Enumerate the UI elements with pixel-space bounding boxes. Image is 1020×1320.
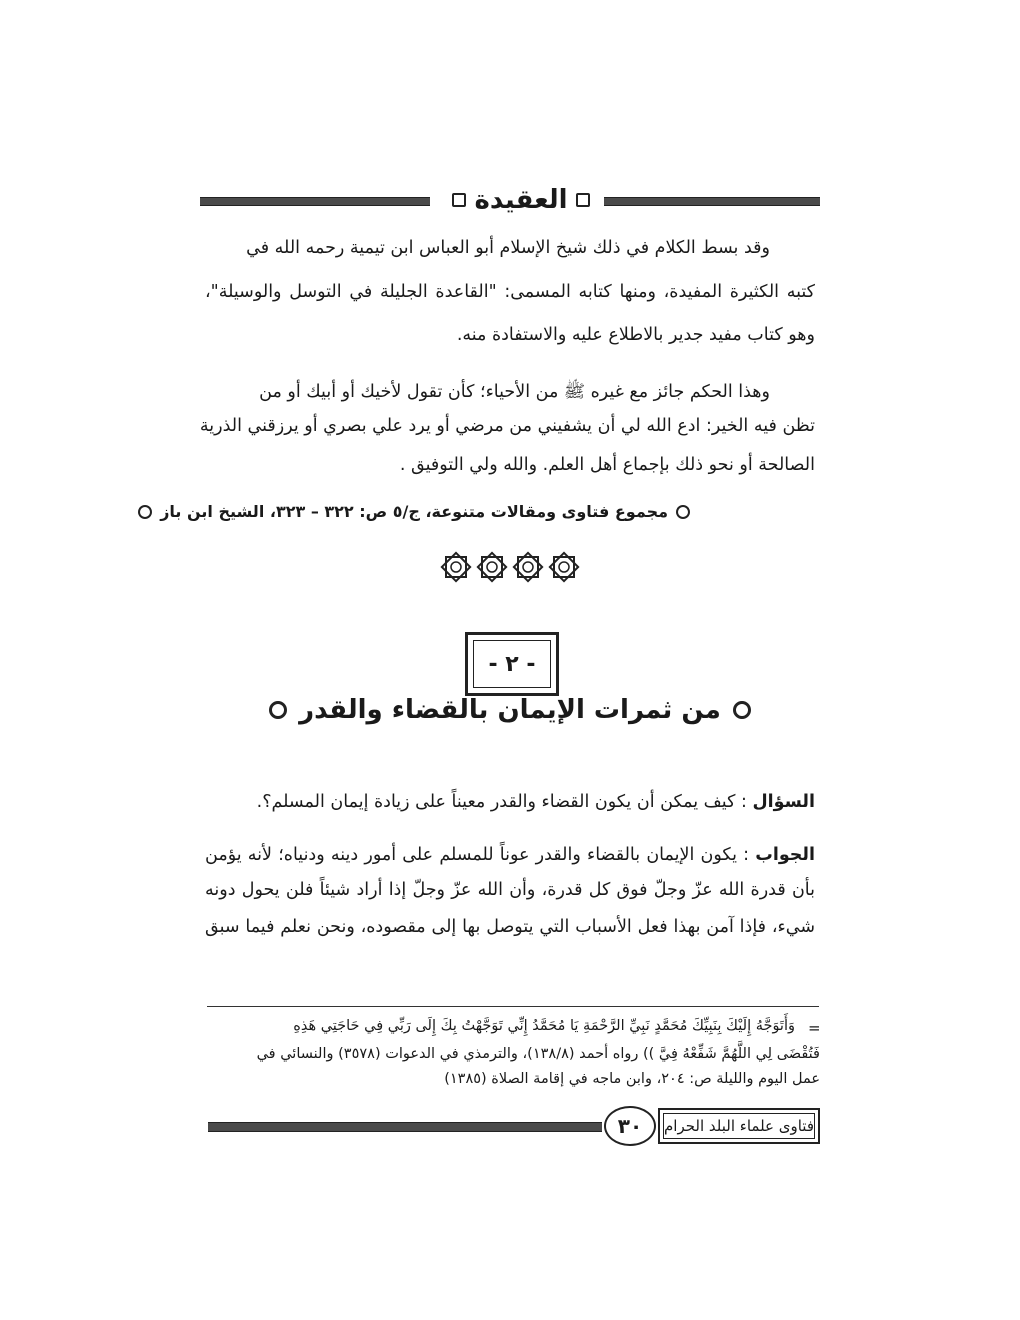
section-number-box [465, 632, 559, 696]
footnote-line: فَتُقْضَى لِي اللَّهُمَّ شَفِّعْهُ فِيَّ )) رواه أحمد (١٣٨/٨)، والترمذي في الدعوات (٣٥٧٨) والنسائي في [256, 1046, 820, 1062]
book-title-box [658, 1108, 820, 1144]
paragraph-line: وهذا الحكم جائز مع غيره ﷺ من الأحياء؛ كأن تقول لأخيك أو أبيك أو من [259, 382, 770, 402]
answer-text: : يكون الإيمان بالقضاء والقدر عوناً للمسلم على أمور دينه ودنياه؛ لأنه يؤمن [205, 845, 750, 865]
paragraph-line: تظن فيه الخير: ادع الله لي أن يشفيني من مرضي أو يرد علي بصري أو يرزقني الذرية [199, 416, 815, 436]
question [257, 792, 815, 812]
footnote-line: عمل اليوم والليلة ص: ٢٠٤، وابن ماجه في إقامة الصلاة (١٣٨٥) [444, 1071, 820, 1087]
square-bullet-icon [452, 193, 466, 207]
star-ornament-icon [476, 551, 508, 583]
question-text: : كيف يمكن أن يكون القضاء والقدر معيناً على زيادة إيمان المسلم؟. [256, 792, 747, 812]
header-rule-left [200, 197, 430, 206]
section-number: - ٢ - [473, 640, 551, 688]
page-header [200, 180, 820, 220]
circle-bullet-icon [676, 505, 690, 519]
paragraph-line: كتبه الكثيرة المفيدة، ومنها كتابه المسمى: "القاعدة الجليلة في التوسل والوسيلة"، [205, 282, 815, 302]
source-text: مجموع فتاوى ومقالات متنوعة، ج/٥ ص: ٣٢٢ – ٣٢٣، الشيخ ابن باز [160, 502, 668, 521]
answer-label: الجواب [755, 845, 815, 865]
question-label: السؤال [752, 792, 815, 812]
header-title: العقيدة [474, 185, 568, 215]
paragraph-line: الصالحة أو نحو ذلك بإجماع أهل العلم. والله ولي التوفيق . [399, 455, 815, 475]
star-ornament-icon [548, 551, 580, 583]
paragraph-line: وهو كتاب مفيد جدير بالاطلاع عليه والاستفادة منه. [456, 325, 815, 345]
answer-line: بأن قدرة الله عزّ وجلّ فوق كل قدرة، وأن الله عزّ وجلّ إذا أراد شيئاً فلن يحول دونه [205, 880, 815, 900]
answer-line: شيء، فإذا آمن بهذا فعل الأسباب التي يتوصل بها إلى مقصوده، ونحن نعلم فيما سبق [205, 917, 815, 937]
star-ornament-icon [440, 551, 472, 583]
footnote-line: وَأَتَوَجَّهُ إِلَيْكَ بِنَبِيِّكَ مُحَمَّدٍ نَبِيِّ الرَّحْمَةِ يَا مُحَمَّدُ إِنِّي تَوَجَّهْتُ بِكَ إِلَى رَبِّي فِي حَاجَتِي هَذِهِ [293, 1018, 795, 1034]
circle-bullet-icon [269, 701, 287, 719]
section-title [200, 695, 820, 725]
book-title: فتاوى علماء البلد الحرام [663, 1113, 815, 1139]
header-title-group [446, 180, 596, 220]
footnote-divider [207, 1006, 819, 1007]
square-bullet-icon [576, 193, 590, 207]
paragraph-line: وقد بسط الكلام في ذلك شيخ الإسلام أبو العباس ابن تيمية رحمه الله في [246, 238, 770, 258]
source-citation [138, 502, 690, 521]
circle-bullet-icon [733, 701, 751, 719]
answer-line [205, 845, 815, 865]
star-ornament-icon [512, 551, 544, 583]
header-rule-right [604, 197, 820, 206]
footnote-marker: = [808, 1019, 821, 1037]
page-number: ٣٠ [604, 1106, 656, 1146]
footer-rule [208, 1122, 602, 1132]
circle-bullet-icon [138, 505, 152, 519]
ornament-divider [440, 551, 580, 587]
section-title-text: من ثمرات الإيمان بالقضاء والقدر [299, 695, 721, 725]
